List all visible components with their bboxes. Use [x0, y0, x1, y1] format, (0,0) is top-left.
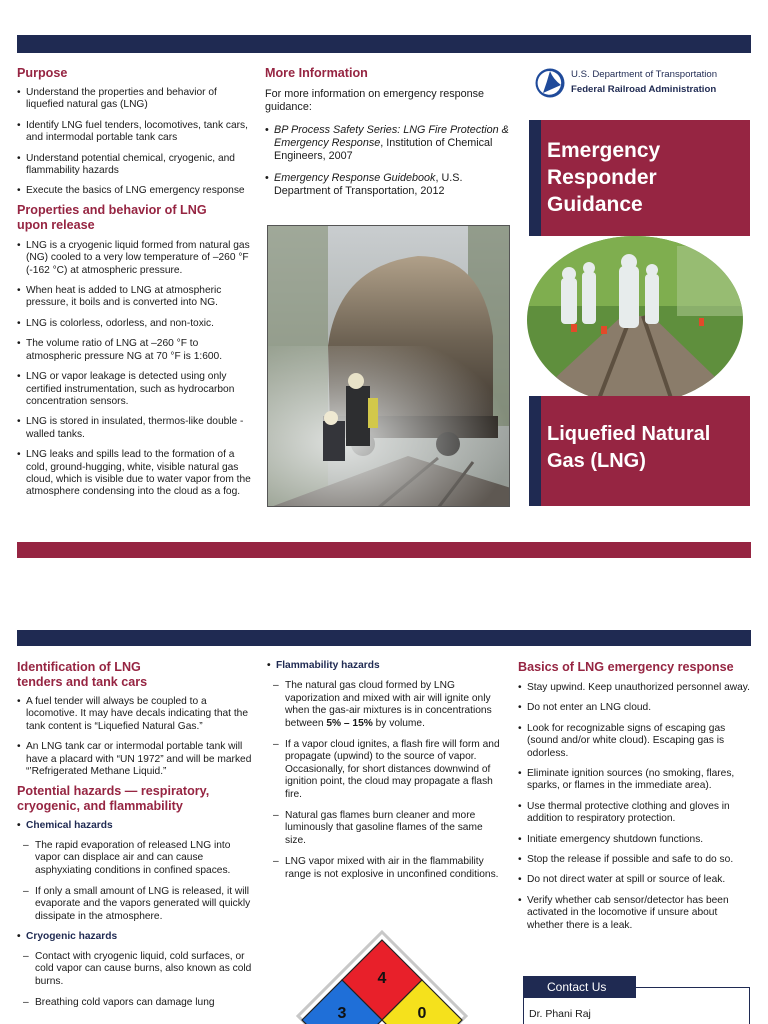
- list-item: • Understand potential chemical, cryogenic, and flammability hazards: [17, 153, 252, 178]
- hazards-heading: [17, 784, 252, 814]
- list-item: • When heat is added to LNG at atmospheric pressure, it boils and is converted into NG.: [17, 285, 252, 310]
- flammability-hazards-label: • Flammability hazards: [267, 660, 503, 672]
- cover-accent-stripe: [529, 396, 541, 506]
- list-item: • Verify whether cab sensor/detector has been activated in the locomotive if unsure about whether there is a leak.: [518, 895, 752, 932]
- nfpa-flammability-rating: 4: [377, 970, 387, 987]
- list-item: • Execute the basics of LNG emergency response: [17, 185, 252, 197]
- list-item: – Breathing cold vapors can damage lung: [17, 997, 252, 1009]
- list-item: • LNG or vapor leakage is detected using only certified instrumentation, such as hydrocarbon concentration sensors.: [17, 371, 252, 408]
- flammability-list: [267, 680, 503, 881]
- identification-column: [17, 660, 252, 1009]
- identification-list: [17, 696, 252, 778]
- list-item: • The volume ratio of LNG at –260 °F to atmospheric pressure NG at 70 °F is 1:600.: [17, 338, 252, 363]
- list-item: • Initiate emergency shutdown functions.: [518, 834, 752, 846]
- cover-title-line: Emergency: [547, 139, 661, 162]
- top-footer-band: [17, 542, 751, 558]
- reference-title: Emergency Response Guidebook: [274, 172, 436, 184]
- basics-list: [518, 682, 752, 932]
- bottom-header-band: [17, 630, 751, 646]
- list-item: – If a vapor cloud ignites, a flash fire will form and propagate (upwind) to the source of vapor. Occasionally, for short distances downwind of ignition point, the cloud may propagate a flash fire.: [267, 739, 503, 801]
- list-item: • A fuel tender will always be coupled to a locomotive. It may have decals indicating that the tank content is “Liquefied Natural Gas.”: [17, 696, 252, 733]
- heading-line: Potential hazards — respiratory,: [17, 784, 210, 799]
- item-text: by volume.: [372, 717, 425, 729]
- cover-title-line: Responder: [547, 166, 657, 189]
- list-item: • LNG is colorless, odorless, and non-toxic.: [17, 318, 252, 330]
- cover-title-line: Guidance: [547, 193, 643, 216]
- nfpa-health-rating: 3: [337, 1005, 347, 1022]
- heading-line: cryogenic, and flammability: [17, 799, 183, 814]
- responders-at-tank-car-photo: [267, 225, 510, 507]
- concentration-range: 5% – 15%: [326, 717, 373, 729]
- properties-heading: Properties and behavior of LNG upon release: [17, 202, 207, 232]
- more-info-intro: For more information on emergency response guidance:: [265, 88, 485, 113]
- list-item: – Natural gas flames burn cleaner and more luminously that gasoline flames of the same size.: [267, 810, 503, 847]
- purpose-column: [17, 66, 252, 499]
- cover-accent-stripe: [529, 120, 541, 236]
- reference-item: [265, 172, 510, 198]
- chemical-hazards-list: [17, 840, 252, 923]
- top-header-band: [17, 35, 751, 53]
- heading-line: Identification of LNG: [17, 660, 141, 674]
- nfpa-instability-rating: 0: [417, 1005, 427, 1022]
- cover-subtitle-line: Gas (LNG): [547, 450, 646, 472]
- list-item: • Identify LNG fuel tenders, locomotives, tank cars, and intermodal portable tank cars: [17, 120, 252, 145]
- cover-subtitle: [547, 421, 710, 475]
- cover-title: [547, 137, 660, 218]
- basics-column: [518, 660, 752, 932]
- list-item: – The rapid evaporation of released LNG into vapor can displace air and can cause asphyxiating conditions in confined spaces.: [17, 840, 252, 877]
- properties-list: [17, 240, 252, 499]
- hazmat-team-on-track-photo: [527, 236, 743, 404]
- list-item: • Eliminate ignition sources (no smoking, flares, sparks, or flames in the immediate area).: [518, 768, 752, 793]
- chemical-hazards-label: • Chemical hazards: [17, 820, 252, 832]
- list-item: • Stop the release if possible and safe to do so.: [518, 854, 752, 866]
- dot-triskelion-logo: [535, 68, 565, 98]
- contact-us-tab: Contact Us: [523, 976, 636, 998]
- more-info-column: [265, 66, 510, 198]
- agency-administration: Federal Railroad Administration: [571, 83, 717, 95]
- list-item: – LNG vapor mixed with air in the flammability range is not explosive in unconfined conditions.: [267, 856, 503, 881]
- more-info-heading: More Information: [265, 66, 368, 80]
- flammability-column: [267, 660, 503, 881]
- list-item: • Look for recognizable signs of escaping gas (sound and/or white cloud). Escaping gas is odorless.: [518, 723, 752, 760]
- cryogenic-hazards-list: [17, 951, 252, 1010]
- list-item: – Contact with cryogenic liquid, cold surfaces, or cold vapor can cause burns, also known as cold burns.: [17, 951, 252, 988]
- reference-source: , Institution of Chemical Engineers, 2007: [274, 137, 493, 162]
- reference-list: [265, 124, 510, 198]
- heading-line: tenders and tank cars: [17, 675, 148, 689]
- list-item: • An LNG tank car or intermodal portable tank will have a placard with “UN 1972” and will be marked “’Refrigerated Methane Liquid.”: [17, 741, 252, 778]
- list-item: • Understand the properties and behavior of liquefied natural gas (LNG): [17, 87, 252, 112]
- list-item: • Use thermal protective clothing and gloves in addition to respiratory protection.: [518, 801, 752, 826]
- basics-heading: Basics of LNG emergency response: [518, 660, 734, 674]
- cryogenic-hazards-label: • Cryogenic hazards: [17, 931, 252, 943]
- purpose-list: [17, 87, 252, 198]
- contact-name: Dr. Phani Raj: [529, 1008, 591, 1020]
- reference-title: BP Process Safety Series: LNG Fire Protection & Emergency Response: [274, 124, 509, 149]
- list-item: • LNG leaks and spills lead to the formation of a cold, ground-hugging, white, visible natural gas cloud, which is visible due to water vapor from the atmosphere condensing into the cloud as a fog.: [17, 449, 252, 499]
- reference-item: [265, 124, 510, 163]
- item-text: The natural gas cloud formed by LNG vaporization and mixed with air will ignite only when the gas-air mixtures is in concentrations between: [285, 680, 492, 729]
- list-item: • Do not enter an LNG cloud.: [518, 702, 752, 714]
- list-item: • Do not direct water at spill or source of leak.: [518, 874, 752, 886]
- list-item: [267, 680, 503, 730]
- list-item: – If only a small amount of LNG is released, it will evaporate and the vapors generated will quickly dissipate in the atmosphere.: [17, 886, 252, 923]
- list-item: • LNG is a cryogenic liquid formed from natural gas (NG) cooled to a very low temperature of –260 °F (-162 °C) at atmospheric pressure.: [17, 240, 252, 277]
- purpose-heading: Purpose: [17, 66, 68, 80]
- list-item: • LNG is stored in insulated, thermos-like double -walled tanks.: [17, 416, 252, 441]
- photo-illustration: [268, 226, 510, 507]
- identification-heading: [17, 660, 252, 690]
- list-item: • Stay upwind. Keep unauthorized personnel away.: [518, 682, 752, 694]
- agency-department: U.S. Department of Transportation: [571, 69, 718, 80]
- agency-name: [571, 68, 717, 97]
- reference-source: , U.S. Department of Transportation, 2012: [274, 172, 463, 197]
- nfpa-704-diamond-icon: [296, 930, 468, 1024]
- cover-subtitle-line: Liquefied Natural: [547, 423, 711, 445]
